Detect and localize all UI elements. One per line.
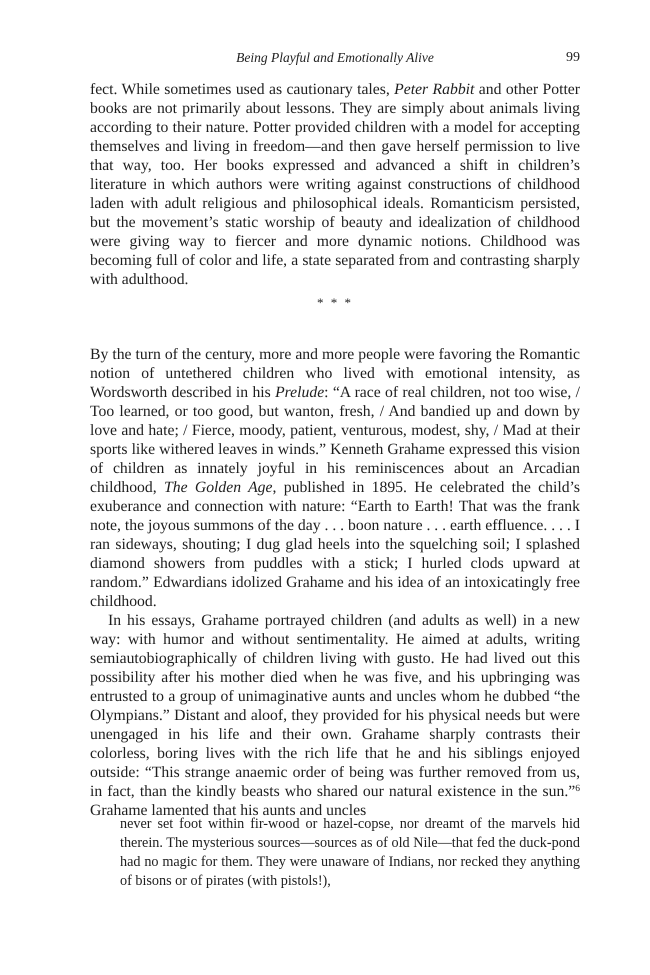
page-number: 99: [566, 50, 580, 65]
footnote-marker: 6: [575, 784, 580, 794]
paragraph-2: [90, 345, 580, 611]
paragraph-3: [90, 611, 580, 820]
paragraph-1: [90, 80, 580, 289]
text-run: fect. While sometimes used as cautionary tales,: [90, 81, 395, 98]
block-quote-text: never set foot within fir-wood or hazel-copse, nor dreamt of the marvels hid therein. The mysterious sources—sources as of old Nile—that fed the duck-pond had no magic for them. They were unaware of Indians, nor recked they anything of bisons or of pirates (with pistols!),: [120, 816, 580, 889]
section-break: * * *: [317, 295, 353, 310]
text-run: , published in 1895. He celebrated the child’s exuberance and connection with nature: “Earth to Earth! That was the frank note, the joyous summons of the day . . . boon nature . . . earth effluence. . . . I ran sideways, shouting; I dug glad heels into the squelching soil; I splashed diamond showers from puddles with a stick; I hurled clods upward at random.” Edwardians idolized Grahame and his idea of an intoxicatingly free childhood.: [90, 479, 580, 610]
running-head-title: Being Playful and Emotionally Alive: [236, 50, 434, 65]
book-title-golden-age: The Golden Age: [164, 479, 273, 496]
block-quote: [120, 815, 580, 891]
book-title-peter-rabbit: Peter Rabbit: [394, 81, 475, 98]
text-run: Grahame lamented that his aunts and uncles: [90, 802, 367, 819]
running-head: [90, 50, 580, 70]
text-run: : “A race of real children, not too wise, / Too learned, or too good, but wanton, fresh, / And bandied up and down by love and hate; / Fierce, moody, patient, venturous, modest, shy, / Mad at their sports like withered leaves in winds.” Kenneth Grahame expressed this vision of children as innately joyful in his reminiscences about an Arcadian childhood,: [90, 384, 580, 496]
text-run: In his essays, Grahame portrayed children (and adults as well) in a new way: with humor and without sentimentality. He aimed at adults, writing semiautobiographically of children living with gusto. He had lived out this possibility after his mother died when he was five, and his upbringing was entrusted to a group of unimaginative aunts and uncles whom he dubbed “the Olympians.” Distant and aloof, they provided for his physical needs but were unengaged in his life and their own. Grahame sharply contrasts their colorless, boring lives with the rich life that he and his siblings enjoyed outside: “This strange anaemic order of being was further removed from us, in fact, than the kindly beasts who shared our natural existence in the sun.”: [90, 612, 580, 800]
paragraph-2-and-3: [90, 345, 580, 820]
poem-title-prelude: Prelude: [275, 384, 325, 401]
text-run: By the turn of the century, more and more people were favoring the Romantic notion of untethered children who lived with emotional intensity, as Wordsworth described in his: [90, 346, 580, 401]
text-run: and other Potter books are not primarily about lessons. They are simply about animals living according to their nature. Potter provided children with a model for accepting themselves and living in freedom—and then gave herself permission to live that way, too. Her books expressed and advanced a shift in children’s literature in which authors were writing against constructions of childhood laden with adult religious and philosophical ideals. Romanticism persisted, but the movement’s static worship of beauty and idealization of childhood were giving way to fiercer and more dynamic notions. Childhood was becoming full of color and life, a state separated from and contrasting sharply with adulthood.: [90, 81, 580, 288]
